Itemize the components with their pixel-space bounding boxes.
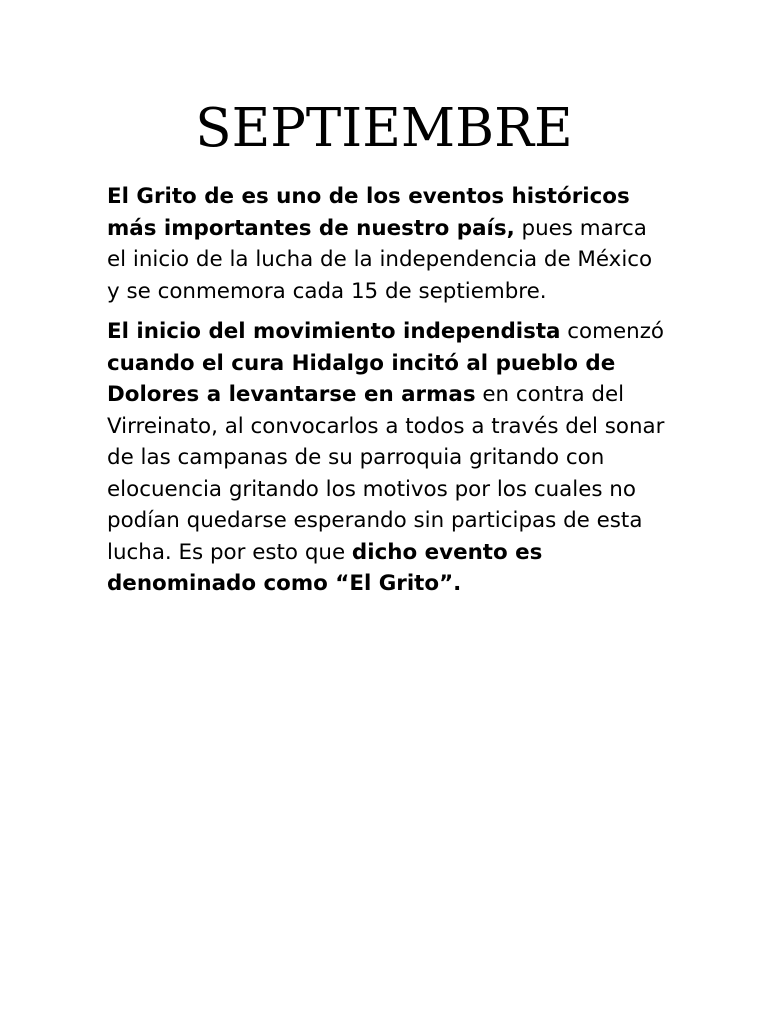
paragraph-2-bold-lead: El inicio del movimiento independista [107, 319, 561, 344]
paragraph-2-text-2: en contra del Virreinato, al convocarlos a todos a través del sonar de las campanas de su parroquia gritando con elocuencia gritando los motivos por los cuales no podían quedarse esperando sin participas de esta lucha. Es por esto que [107, 382, 665, 565]
paragraph-2-bold-hidalgo: cuando el cura Hidalgo incitó al pueblo de Dolores a levantarse en armas [107, 350, 616, 407]
paragraph-1-text: pues marca el inicio de la lucha de la independencia de México y se conmemora cada 15 de septiembre. [107, 215, 653, 304]
document-body [107, 181, 667, 609]
paragraph-2-bold-closing: dicho evento es denominado como “El Grito”. [107, 539, 543, 596]
paragraph-grito-intro [107, 181, 667, 307]
paragraph-2-text-1: comenzó [560, 319, 665, 344]
document-title: SEPTIEMBRE [195, 98, 573, 159]
paragraph-movimiento [107, 316, 667, 600]
paragraph-1-bold-lead: El Grito de es uno de los eventos históricos más importantes de nuestro país, [107, 184, 630, 241]
